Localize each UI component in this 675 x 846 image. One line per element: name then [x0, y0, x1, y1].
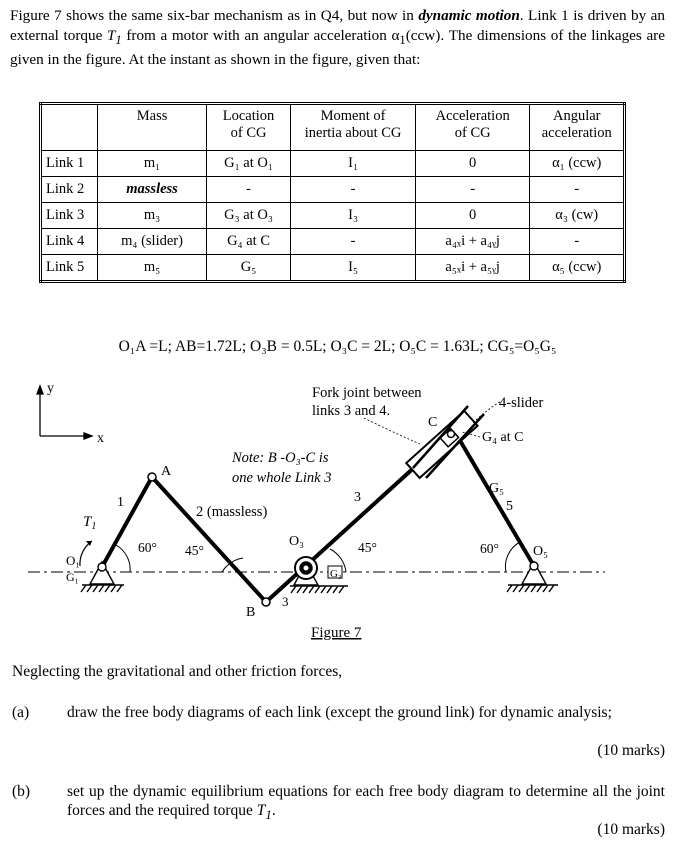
intro-text: . Link 1 is driven by an external torque: [10, 7, 665, 44]
question-b-end: .: [271, 802, 276, 819]
table-cell: -: [415, 177, 530, 203]
table-header-cell: Acceleration of CG: [415, 104, 530, 151]
link-3-number: 3: [282, 594, 289, 609]
o5-label: O₅: [533, 544, 548, 559]
table-cell: Link 5: [41, 255, 98, 282]
link3-note: one whole Link 3: [232, 470, 332, 486]
table-cell: -: [530, 229, 625, 255]
link-properties-table: [39, 102, 626, 283]
table-cell: α₅ (ccw): [530, 255, 625, 282]
torque-symbol: T: [83, 514, 92, 530]
table-header-cell: Mass: [98, 104, 207, 151]
angle-arc-60-left: [116, 545, 130, 572]
angle-60-right: 60°: [480, 541, 499, 556]
table-row: [41, 151, 625, 177]
mechanism-figure: [0, 372, 675, 652]
table-cell: m₃: [98, 203, 207, 229]
table-cell: 0: [415, 151, 530, 177]
table-cell: a₄ₓi + a₄ᵧj: [415, 229, 530, 255]
angle-arc-60-right: [505, 542, 520, 572]
table-header-cell: [41, 104, 98, 151]
link-2: [152, 477, 266, 602]
intro-torque-symbol: T: [106, 26, 116, 44]
table-cell: Link 4: [41, 229, 98, 255]
ground-support-o5-icon: [507, 562, 558, 592]
link-1-number: 1: [117, 495, 124, 510]
dimensions-line: O₁A =L; AB=1.72L; O₃B = 0.5L; O₃C = 2L; O₅C = 1.63L; CG₅=O₅G₅: [118, 338, 557, 355]
point-b-label: B: [246, 605, 256, 620]
table-cell: a₅ₓi + a₅ᵧj: [415, 255, 530, 282]
link3-note: Note: B -O₃-C is: [232, 450, 329, 466]
c-label: C: [428, 415, 438, 430]
table-cell: m₁: [98, 151, 207, 177]
table-row: [41, 203, 625, 229]
pin-a-icon: [148, 473, 156, 481]
question-b-body: set up the dynamic equilibrium equations for each free body diagram to determine all the joint forces and the required torque: [67, 783, 665, 819]
link-3-number: 3: [354, 490, 361, 505]
fork-leader-line: [364, 418, 420, 444]
question-a-label: (a): [12, 704, 30, 721]
table-cell: I₅: [291, 255, 416, 282]
table-cell: α₃ (cw): [530, 203, 625, 229]
table-header-cell: Angular acceleration: [530, 104, 625, 151]
question-b: [12, 782, 665, 822]
slider-leader-line: [472, 402, 500, 424]
axis-y-label: y: [47, 381, 54, 396]
table-row: [41, 229, 625, 255]
intro-paragraph: [10, 6, 665, 70]
table-cell: α₁ (ccw): [530, 151, 625, 177]
angle-45-right: 45°: [358, 540, 377, 555]
table-cell: I₃: [291, 203, 416, 229]
question-b-text: [67, 782, 665, 824]
question-b-label: (b): [12, 783, 31, 800]
question-a-text: draw the free body diagrams of each link (except the ground link) for dynamic analysis;: [67, 704, 612, 721]
link-5-number: 5: [506, 499, 513, 514]
figure-caption: Figure 7: [311, 625, 362, 641]
pin-c-icon: [448, 431, 455, 438]
g5-label: G₅: [489, 481, 504, 496]
table-cell: m₄ (slider): [98, 229, 207, 255]
table-cell: Link 1: [41, 151, 98, 177]
intro-torque-sub: 1: [115, 32, 122, 47]
intro-alpha-sub: 1: [399, 32, 406, 47]
angle-45-left: 45°: [185, 543, 204, 558]
torque-sub: 1: [91, 521, 97, 532]
table-cell: Link 3: [41, 203, 98, 229]
intro-emphasis: dynamic motion: [418, 7, 520, 24]
table-row: [41, 255, 625, 282]
question-b-marks: (10 marks): [597, 821, 665, 838]
neglect-statement: Neglecting the gravitational and other friction forces,: [12, 663, 343, 680]
ground-support-o1-icon: [81, 562, 124, 592]
intro-text: (ccw). The dimensions of the linkages are given in the figure. At the instant as shown in the figure, given that:: [10, 26, 665, 69]
intro-text: Figure 7 shows the same six-bar mechanism as in Q4, but now in: [10, 7, 419, 24]
pin-b-icon: [262, 598, 270, 606]
g1-label: G₁: [66, 570, 79, 584]
intro-text: from a motor with an angular acceleration α: [121, 26, 400, 44]
g3-label: G₃: [330, 568, 342, 580]
table-cell: -: [206, 177, 290, 203]
table-cell: -: [530, 177, 625, 203]
angle-60-left: 60°: [138, 540, 157, 555]
fork-note: Fork joint between: [312, 385, 422, 401]
table-header-row: [41, 104, 625, 151]
table-cell: -: [291, 229, 416, 255]
table-cell: I₁: [291, 151, 416, 177]
fork-note: links 3 and 4.: [312, 403, 391, 419]
table-cell: massless: [98, 177, 207, 203]
table-cell: G₃ at O₃: [206, 203, 290, 229]
axis-x-label: x: [97, 431, 104, 446]
link-2-label: 2 (massless): [196, 504, 268, 520]
table-cell: m₅: [98, 255, 207, 282]
o3-label: O₃: [289, 534, 304, 549]
table-cell: G₄ at C: [206, 229, 290, 255]
question-a: [12, 703, 665, 743]
point-a-label: A: [161, 464, 172, 479]
table-cell: G₅: [206, 255, 290, 282]
question-b-torque-symbol: T: [256, 802, 266, 819]
slider-block: [406, 411, 477, 478]
torque-label: [83, 514, 96, 532]
table-header-cell: Moment of inertia about CG: [291, 104, 416, 151]
slider-label: 4-slider: [499, 395, 544, 411]
question-b-torque-sub: 1: [265, 807, 272, 823]
table-header-cell: Location of CG: [206, 104, 290, 151]
table-cell: 0: [415, 203, 530, 229]
axes-icon: [37, 386, 92, 439]
table-cell: -: [291, 177, 416, 203]
question-a-marks: (10 marks): [597, 742, 665, 759]
o1-label: O₁: [66, 553, 80, 568]
table-cell: Link 2: [41, 177, 98, 203]
g4-label: G₄ at C: [482, 430, 524, 445]
table-row: [41, 177, 625, 203]
table-cell: G₁ at O₁: [206, 151, 290, 177]
